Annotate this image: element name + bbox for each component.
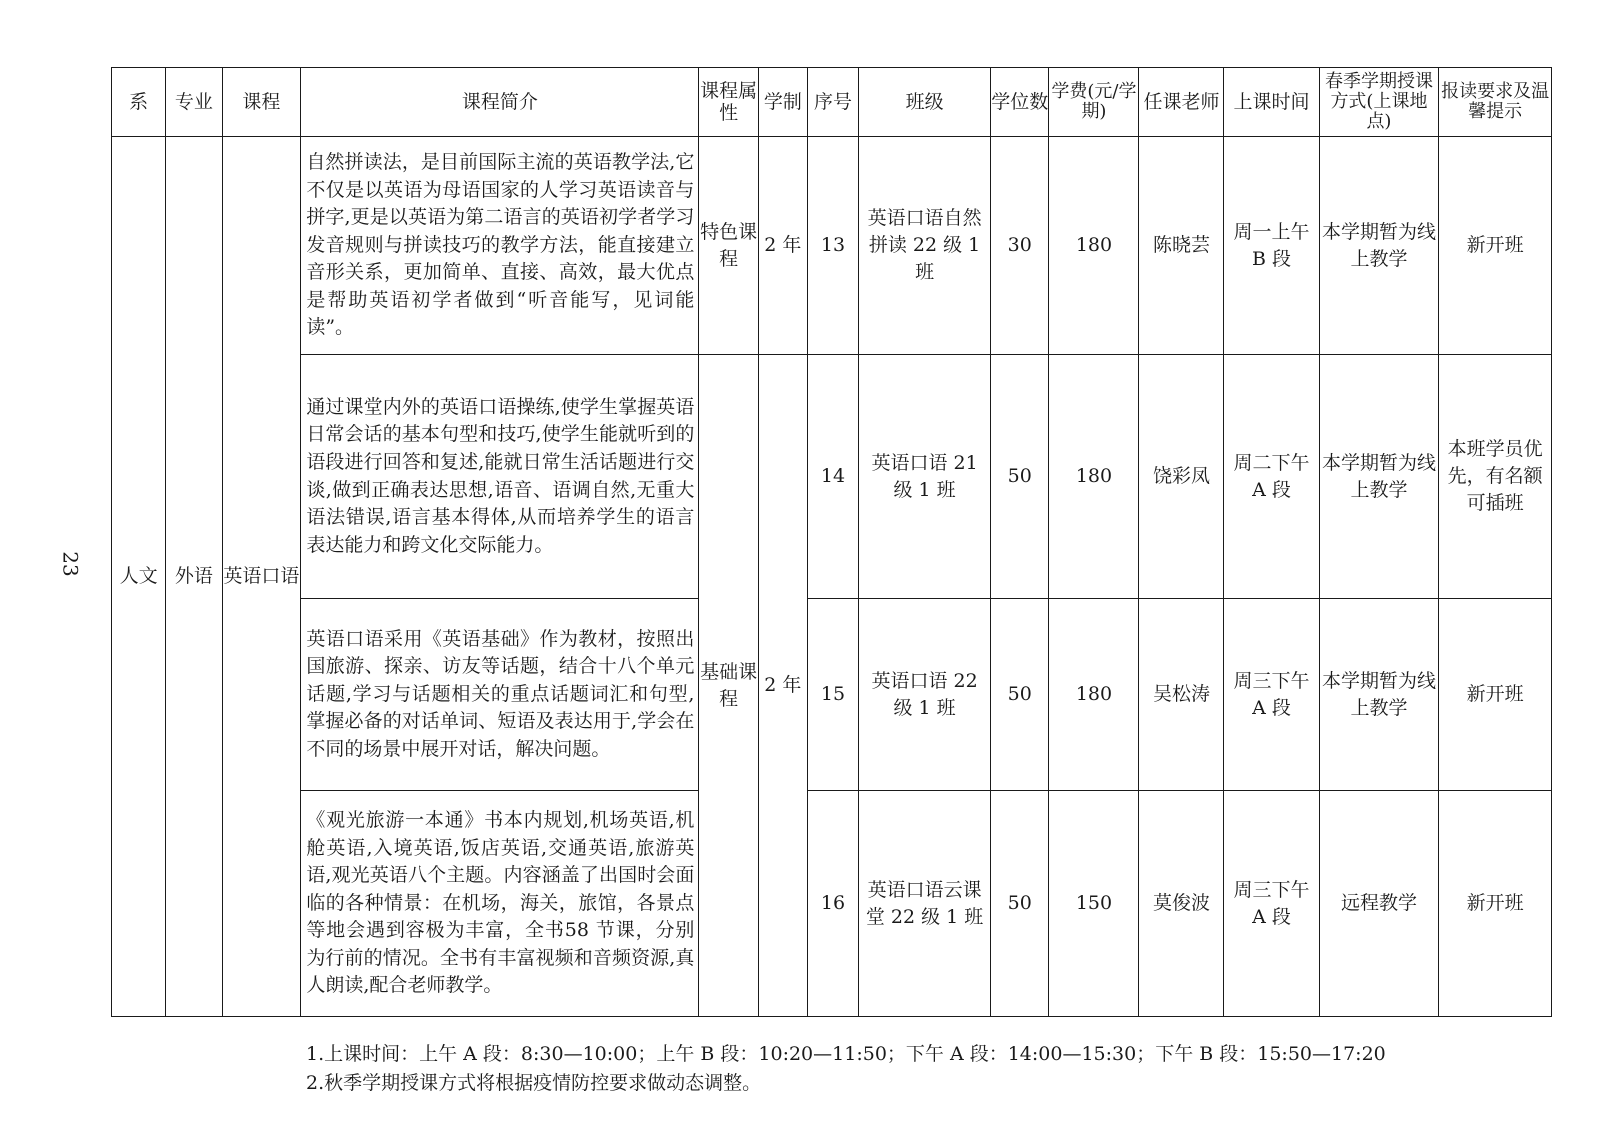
fee-cell: 180 [1049, 137, 1139, 355]
class-cell: 英语口语 22 级 1 班 [859, 599, 991, 791]
table-row [112, 355, 1552, 599]
header-mode: 春季学期授课方式(上课地点) [1319, 68, 1439, 137]
intro-cell: 自然拼读法，是目前国际主流的英语教学法,它不仅是以英语为母语国家的人学习英语读音与拼字,更是以英语为第二语言的英语初学者学习发音规则与拼读技巧的教学方法，能直接建立音形关系，更加简单、直接、高效，最大优点是帮助英语初学者做到“听音能写，见词能读”。 [301, 137, 699, 355]
footnote-2: 2.秋季学期授课方式将根据疫情防控要求做动态调整。 [306, 1072, 762, 1094]
footnote-1: 1.上课时间：上午 A 段：8:30—10:00；上午 B 段：10:20—11:50；下午 A 段：14:00—15:30；下午 B 段：15:50—17:20 [306, 1043, 1386, 1065]
duration-cell: 2 年 [758, 137, 807, 355]
class-cell: 英语口语自然拼读 22 级 1 班 [859, 137, 991, 355]
class-cell: 英语口语云课堂 22 级 1 班 [859, 791, 991, 1017]
seats-cell: 50 [991, 355, 1049, 599]
attr-cell: 特色课程 [699, 137, 758, 355]
time-cell: 周二下午 A 段 [1224, 355, 1319, 599]
header-seats: 学位数 [991, 68, 1049, 137]
notes-cell: 新开班 [1439, 599, 1552, 791]
notes-cell: 新开班 [1439, 791, 1552, 1017]
no-cell: 13 [807, 137, 858, 355]
time-cell: 周一上午 B 段 [1224, 137, 1319, 355]
table-row [112, 599, 1552, 791]
fee-cell: 180 [1049, 355, 1139, 599]
header-dept: 系 [112, 68, 166, 137]
time-cell: 周三下午 A 段 [1224, 791, 1319, 1017]
intro-cell: 《观光旅游一本通》书本内规划,机场英语,机舱英语,入境英语,饭店英语,交通英语,旅游英语,观光英语八个主题。内容涵盖了出国时会面临的各种情景：在机场，海关，旅馆，各景点等地会遇到容极为丰富，全书58 节课，分别为行前的情况。全书有丰富视频和音频资源,真人朗读,配合老师教学。 [301, 791, 699, 1017]
intro-cell: 英语口语采用《英语基础》作为教材，按照出国旅游、探亲、访友等话题，结合十八个单元话题,学习与话题相关的重点话题词汇和句型,掌握必备的对话单词、短语及表达用于,学会在不同的场景中展开对话，解决问题。 [301, 599, 699, 791]
notes-cell: 新开班 [1439, 137, 1552, 355]
header-attr: 课程属性 [699, 68, 758, 137]
header-no: 序号 [807, 68, 858, 137]
header-duration: 学制 [758, 68, 807, 137]
teacher-cell: 陈晓芸 [1139, 137, 1224, 355]
page-number: 23 [58, 551, 83, 577]
intro-cell: 通过课堂内外的英语口语操练,使学生掌握英语日常会话的基本句型和技巧,使学生能就听到的语段进行回答和复述,能就日常生活话题进行交谈,做到正确表达思想,语音、语调自然,无重大语法错误,语言基本得体,从而培养学生的语言表达能力和跨文化交际能力。 [301, 355, 699, 599]
mode-cell: 本学期暂为线上教学 [1319, 599, 1439, 791]
seats-cell: 30 [991, 137, 1049, 355]
time-cell: 周三下午 A 段 [1224, 599, 1319, 791]
header-fee: 学费(元/学期) [1049, 68, 1139, 137]
no-cell: 14 [807, 355, 858, 599]
fee-cell: 150 [1049, 791, 1139, 1017]
no-cell: 15 [807, 599, 858, 791]
header-course: 课程 [222, 68, 301, 137]
header-intro: 课程简介 [301, 68, 699, 137]
dept-cell: 人文 [112, 137, 166, 1017]
attr-cell: 基础课程 [699, 355, 758, 1017]
major-cell: 外语 [166, 137, 222, 1017]
footnotes [306, 1040, 1386, 1098]
teacher-cell: 莫俊波 [1139, 791, 1224, 1017]
course-table [111, 67, 1552, 1017]
table-row [112, 137, 1552, 355]
class-cell: 英语口语 21 级 1 班 [859, 355, 991, 599]
seats-cell: 50 [991, 791, 1049, 1017]
fee-cell: 180 [1049, 599, 1139, 791]
notes-cell: 本班学员优先，有名额可插班 [1439, 355, 1552, 599]
mode-cell: 本学期暂为线上教学 [1319, 355, 1439, 599]
header-teacher: 任课老师 [1139, 68, 1224, 137]
mode-cell: 本学期暂为线上教学 [1319, 137, 1439, 355]
header-row [112, 68, 1552, 137]
no-cell: 16 [807, 791, 858, 1017]
seats-cell: 50 [991, 599, 1049, 791]
header-notes: 报读要求及温馨提示 [1439, 68, 1552, 137]
teacher-cell: 饶彩凤 [1139, 355, 1224, 599]
duration-cell: 2 年 [758, 355, 807, 1017]
mode-cell: 远程教学 [1319, 791, 1439, 1017]
header-class: 班级 [859, 68, 991, 137]
teacher-cell: 吴松涛 [1139, 599, 1224, 791]
table-row [112, 791, 1552, 1017]
header-time: 上课时间 [1224, 68, 1319, 137]
course-cell: 英语口语 [222, 137, 301, 1017]
header-major: 专业 [166, 68, 222, 137]
